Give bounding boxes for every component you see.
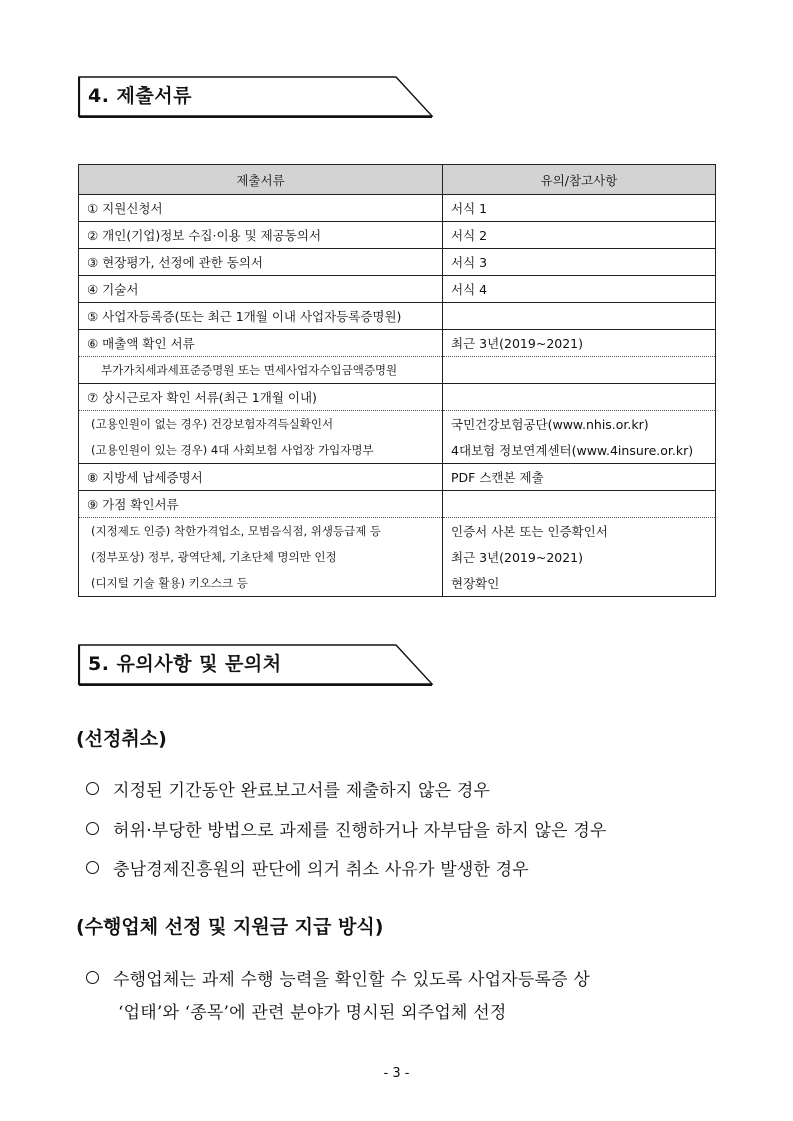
doc-cell: ⑥ 매출액 확인 서류	[79, 330, 443, 357]
doc-cell: (디지털 기술 활용) 키오스크 등	[79, 570, 443, 597]
note-cell: 4대보험 정보연계센터(www.4insure.or.kr)	[443, 437, 716, 464]
section-5-title-box	[78, 644, 434, 686]
note-cell: 서식 1	[443, 195, 716, 222]
list-item	[86, 816, 607, 841]
circle-bullet-icon	[86, 971, 99, 984]
table-row	[79, 491, 716, 518]
table-row	[79, 249, 716, 276]
note-cell	[443, 384, 716, 411]
table-row	[79, 276, 716, 303]
list-item-text: 허위·부당한 방법으로 과제를 진행하거나 자부담을 하지 않은 경우	[113, 821, 607, 841]
section-4-title: 4. 제출서류	[88, 85, 192, 107]
circle-bullet-icon	[86, 861, 99, 874]
header-documents: 제출서류	[79, 165, 443, 195]
note-cell: 최근 3년(2019~2021)	[443, 544, 716, 570]
note-cell: 국민건강보험공단(www.nhis.or.kr)	[443, 411, 716, 438]
table-row	[79, 303, 716, 330]
table-row	[79, 518, 716, 545]
doc-cell: (지정제도 인증) 착한가격업소, 모범음식점, 위생등급제 등	[79, 518, 443, 545]
table-row	[79, 384, 716, 411]
table-row	[79, 437, 716, 464]
list-item	[86, 776, 490, 801]
header-notes: 유의/참고사항	[443, 165, 716, 195]
table-row	[79, 195, 716, 222]
doc-cell: (정부포상) 정부, 광역단체, 기초단체 명의만 인정	[79, 544, 443, 570]
doc-cell: (고용인원이 없는 경우) 건강보험자격득실확인서	[79, 411, 443, 438]
note-cell: 서식 4	[443, 276, 716, 303]
doc-cell: ③ 현장평가, 선정에 관한 동의서	[79, 249, 443, 276]
list-item-text: 지정된 기간동안 완료보고서를 제출하지 않은 경우	[113, 781, 491, 801]
doc-cell: ② 개인(기업)정보 수집·이용 및 제공동의서	[79, 222, 443, 249]
table-row	[79, 330, 716, 357]
doc-cell: (고용인원이 있는 경우) 4대 사회보험 사업장 가입자명부	[79, 437, 443, 464]
table-row	[79, 464, 716, 491]
doc-cell: ④ 기술서	[79, 276, 443, 303]
note-cell: 인증서 사본 또는 인증확인서	[443, 518, 716, 545]
note-cell	[443, 491, 716, 518]
doc-cell: ⑦ 상시근로자 확인 서류(최근 1개월 이내)	[79, 384, 443, 411]
note-cell: PDF 스캔본 제출	[443, 464, 716, 491]
list-item	[86, 965, 590, 990]
list-item-continuation: ‘업태’와 ‘종목’에 관련 분야가 명시된 외주업체 선정	[118, 1003, 507, 1023]
page-number: - 3 -	[383, 1066, 410, 1081]
table-row	[79, 357, 716, 384]
table-header-row	[79, 165, 716, 195]
section-5-title: 5. 유의사항 및 문의처	[88, 653, 282, 675]
note-cell: 현장확인	[443, 570, 716, 597]
note-cell: 서식 2	[443, 222, 716, 249]
cancel-heading: (선정취소)	[76, 728, 167, 750]
doc-cell: ① 지원신청서	[79, 195, 443, 222]
list-item-text: 수행업체는 과제 수행 능력을 확인할 수 있도록 사업자등록증 상	[113, 970, 591, 990]
circle-bullet-icon	[86, 782, 99, 795]
vendor-heading: (수행업체 선정 및 지원금 지급 방식)	[76, 916, 384, 938]
list-item-text: 충남경제진흥원의 판단에 의거 취소 사유가 발생한 경우	[113, 860, 529, 880]
doc-cell: ⑧ 지방세 납세증명서	[79, 464, 443, 491]
doc-cell: ⑨ 가점 확인서류	[79, 491, 443, 518]
note-cell	[443, 303, 716, 330]
table-row	[79, 570, 716, 597]
doc-cell: ⑤ 사업자등록증(또는 최근 1개월 이내 사업자등록증명원)	[79, 303, 443, 330]
note-cell: 서식 3	[443, 249, 716, 276]
section-4-title-box	[78, 76, 434, 118]
doc-cell: 부가가치세과세표준증명원 또는 면세사업자수입금액증명원	[79, 357, 443, 384]
circle-bullet-icon	[86, 822, 99, 835]
table-row	[79, 222, 716, 249]
note-cell: 최근 3년(2019~2021)	[443, 330, 716, 357]
note-cell	[443, 357, 716, 384]
table-row	[79, 544, 716, 570]
list-item	[86, 855, 529, 880]
table-row	[79, 411, 716, 438]
submission-documents-table	[78, 164, 716, 597]
